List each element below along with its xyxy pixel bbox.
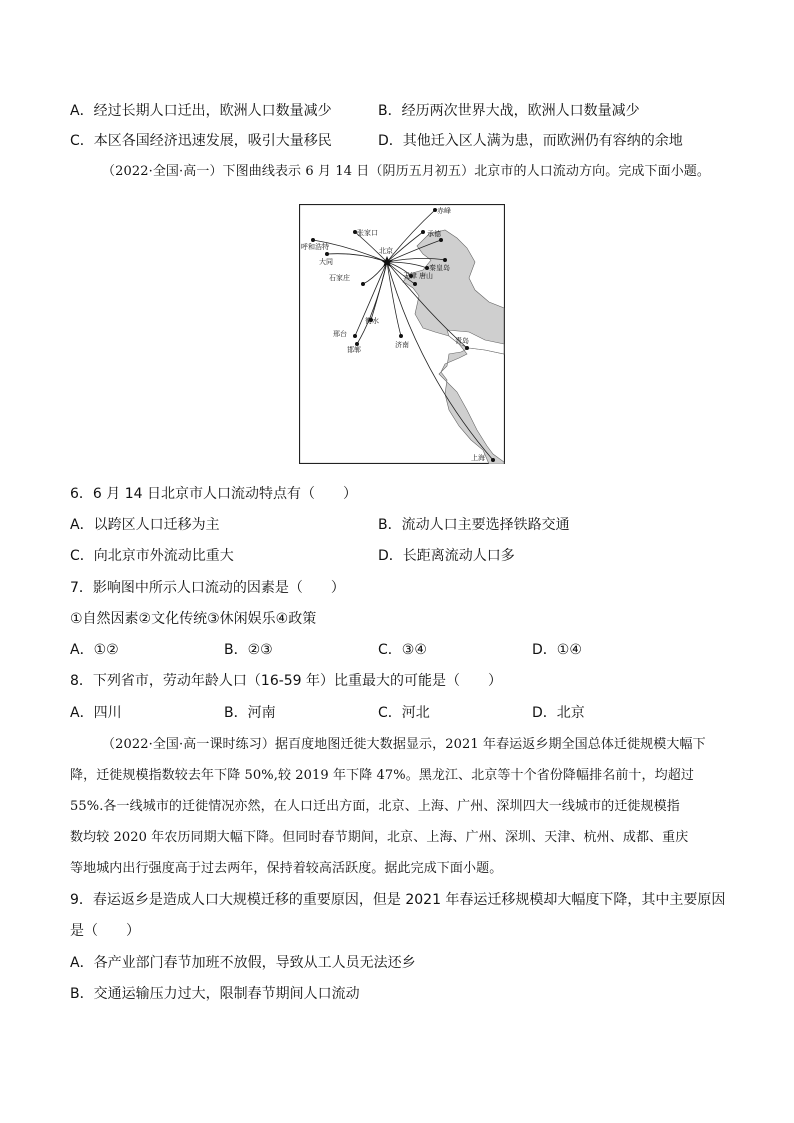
- label-beijing: 北京: [379, 247, 393, 255]
- q7-option-d: D．①④: [532, 642, 582, 658]
- group2-intro-line-2: 降，迁徙规模指数较去年下降 50%,较 2019 年下降 47%。黑龙江、北京等十个省份降幅排名前十，均超过: [70, 768, 694, 783]
- label-shijiazhuang: 石家庄: [329, 274, 350, 282]
- q6-option-b: B．流动人口主要选择铁路交通: [378, 517, 570, 533]
- label-xingtai: 邢台: [333, 330, 347, 338]
- q8-option-d: D．北京: [532, 705, 585, 721]
- population-flow-map: [299, 204, 505, 464]
- q7-option-b: B．②③: [224, 642, 273, 658]
- q8-option-c: C．河北: [378, 705, 430, 721]
- q6-stem: 6．6 月 14 日北京市人口流动特点有（ ）: [70, 486, 357, 502]
- label-hengshui: 衡水: [365, 317, 379, 325]
- label-zhangjiakou: 张家口: [357, 229, 378, 237]
- group2-intro-line-4: 数均较 2020 年农历同期大幅下降。但同时春节期间，北京、上海、广州、深圳、天津、杭州、成都、重庆: [70, 830, 689, 845]
- q7-factors: ①自然因素②文化传统③休闲娱乐④政策: [70, 611, 317, 627]
- q6-option-a: A．以跨区人口迁移为主: [70, 517, 220, 533]
- label-handan: 邯郸: [347, 346, 361, 354]
- q5-option-b: B．经历两次世界大战，欧洲人口数量减少: [378, 103, 640, 119]
- q9-option-b: B．交通运输压力过大，限制春节期间人口流动: [70, 986, 360, 1002]
- q9-option-a: A．各产业部门春节加班不放假，导致从工人员无法还乡: [70, 955, 416, 971]
- group1-intro: （2022·全国·高一）下图曲线表示 6 月 14 日（阴历五月初五）北京市的人口流动方向。完成下面小题。: [102, 164, 710, 179]
- group2-intro-line-5: 等地城内出行强度高于过去两年，保持着较高活跃度。据此完成下面小题。: [70, 861, 503, 876]
- label-shanghai: 上海: [471, 454, 485, 462]
- q8-option-b: B．河南: [224, 705, 276, 721]
- label-qinhuangdao: 秦皇岛: [429, 264, 450, 272]
- label-tianjin: 天津: [403, 272, 417, 280]
- q7-option-a: A．①②: [70, 642, 119, 658]
- q9-stem-line-1: 9．春运返乡是造成人口大规模迁移的重要原因，但是 2021 年春运迁移规模却大幅度下降，其中主要原因: [70, 892, 726, 908]
- q6-option-c: C．向北京市外流动比重大: [70, 548, 234, 564]
- group2-intro-line-1: （2022·全国·高一课时练习）据百度地图迁徙大数据显示，2021 年春运返乡期全国总体迁徙规模大幅下: [102, 737, 706, 752]
- group2-intro-line-3: 55%.各一线城市的迁徙情况亦然，在人口迁出方面，北京、上海、广州、深圳四大一线城市的迁徙规模指: [70, 799, 680, 814]
- q7-stem: 7．影响图中所示人口流动的因素是（ ）: [70, 580, 345, 596]
- q8-option-a: A．四川: [70, 705, 122, 721]
- q9-stem-line-2: 是（ ）: [70, 923, 140, 939]
- label-chifeng: 赤峰: [437, 207, 451, 215]
- q5-option-c: C．本区各国经济迅速发展，吸引大量移民: [70, 133, 332, 149]
- label-qingdao: 青岛: [455, 337, 469, 345]
- q5-option-a: A．经过长期人口迁出，欧洲人口数量减少: [70, 103, 332, 119]
- q5-option-d: D．其他迁入区人满为患，而欧洲仍有容纳的余地: [378, 133, 683, 149]
- label-datong: 大同: [319, 258, 333, 266]
- q6-option-d: D．长距离流动人口多: [378, 548, 515, 564]
- q8-stem: 8．下列省市，劳动年龄人口（16-59 年）比重最大的可能是（ ）: [70, 673, 503, 689]
- label-chengde: 承德: [427, 230, 441, 238]
- label-jinan: 济南: [395, 341, 409, 349]
- label-huhehaote: 呼和浩特: [301, 243, 329, 251]
- q7-option-c: C．③④: [378, 642, 427, 658]
- label-tangshan: 唐山: [419, 272, 433, 280]
